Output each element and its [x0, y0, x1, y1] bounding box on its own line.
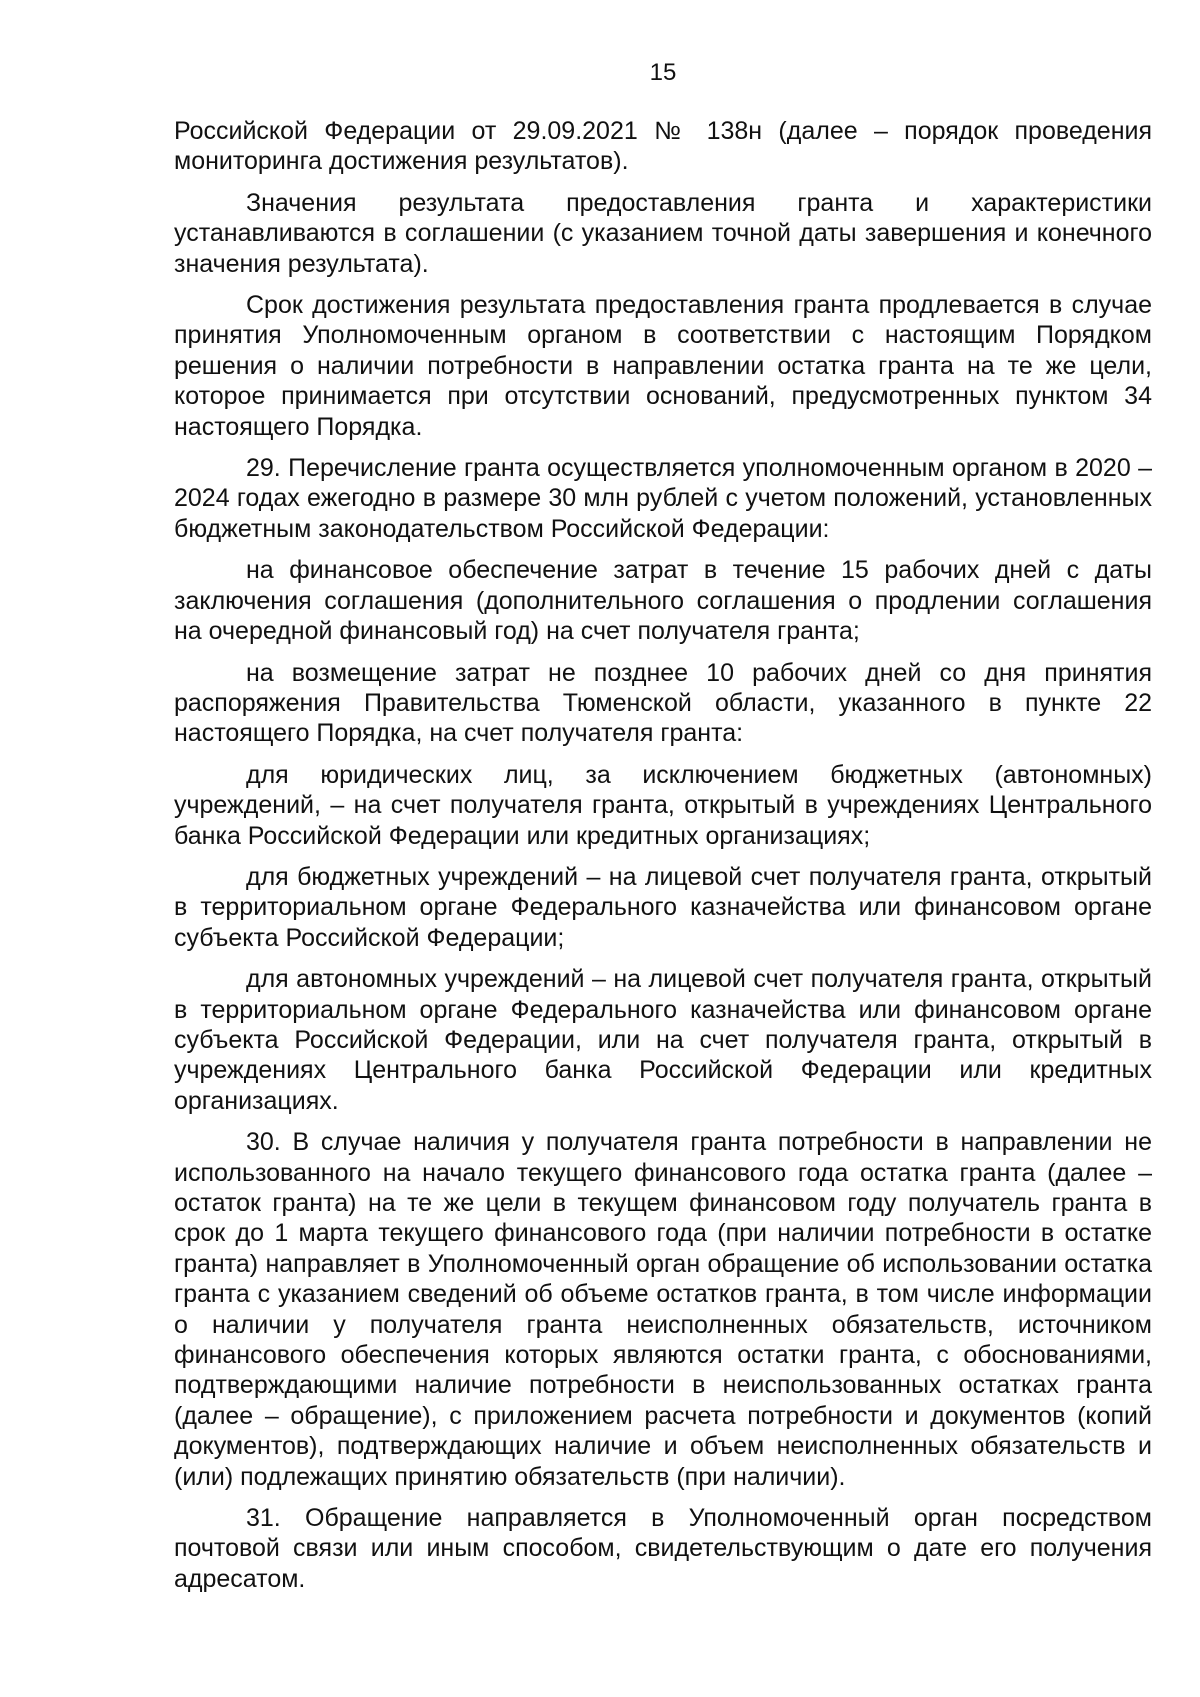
paragraph-result-values: Значения результата предоставления гранта и характеристики устанавливаются в соглашении (с указанием точной даты завершения и конечного значения результата).	[174, 188, 1152, 278]
paragraph-legal-entities: для юридических лиц, за исключением бюджетных (автономных) учреждений, – на счет получателя гранта, открытый в учреждениях Центрального банка Российской Федерации или кредитных организациях;	[174, 760, 1152, 850]
paragraph-continuation: Российской Федерации от 29.09.2021 № 138н (далее – порядок проведения мониторинга достижения результатов).	[174, 117, 1152, 176]
paragraph-clause-29: 29. Перечисление гранта осуществляется уполномоченным органом в 2020 – 2024 годах ежегодно в размере 30 млн рублей с учетом положений, установленных бюджетным законодательством Российской Федерации:	[174, 454, 1152, 543]
paragraph-financing: на финансовое обеспечение затрат в течение 15 рабочих дней с даты заключения соглашения (дополнительного соглашения о продлении соглашения на очередной финансовый год) на счет получателя гранта;	[174, 556, 1152, 646]
document-body	[174, 116, 1152, 1605]
paragraph-clause-30: 30. В случае наличия у получателя гранта потребности в направлении не использованного на начало текущего финансового года остатка гранта (далее – остаток гранта) на те же цели в текущем финансовом году получатель гранта в срок до 1 марта текущего финансового года (при наличии потребности в остатке гранта) направляет в Уполномоченный орган обращение об использовании остатка гранта с указанием сведений об объеме остатков гранта, в том числе информации о наличии у получателя гранта неисполненных обязательств, источником финансового обеспечения которых являются остатки гранта, с обоснованиями, подтверждающими наличие потребности в неиспользованных остатках гранта (далее – обращение), с приложением расчета потребности и документов (копий документов), подтверждающих наличие и объем неисполненных обязательств и (или) подлежащих принятию обязательств (при наличии).	[174, 1128, 1152, 1491]
paragraph-clause-31: 31. Обращение направляется в Уполномоченный орган посредством почтовой связи или иным способом, свидетельствующим о дате его получения адресатом.	[174, 1504, 1152, 1593]
paragraph-result-deadline: Срок достижения результата предоставления гранта продлевается в случае принятия Уполномоченным органом в соответствии с настоящим Порядком решения о наличии потребности в направлении остатка гранта на те же цели, которое принимается при отсутствии оснований, предусмотренных пунктом 34 настоящего Порядка.	[174, 291, 1152, 441]
page-number: 15	[649, 59, 677, 86]
paragraph-autonomous-institutions: для автономных учреждений – на лицевой счет получателя гранта, открытый в территориальном органе Федерального казначейства или финансовом органе субъекта Российской Федерации, или на счет получателя гранта, открытый в учреждениях Центрального банка Российской Федерации или кредитных организациях.	[174, 965, 1152, 1115]
paragraph-budget-institutions: для бюджетных учреждений – на лицевой счет получателя гранта, открытый в территориальном органе Федерального казначейства или финансовом органе субъекта Российской Федерации;	[174, 862, 1152, 952]
paragraph-reimbursement: на возмещение затрат не позднее 10 рабочих дней со дня принятия распоряжения Правительства Тюменской области, указанного в пункте 22 настоящего Порядка, на счет получателя гранта:	[174, 658, 1152, 748]
